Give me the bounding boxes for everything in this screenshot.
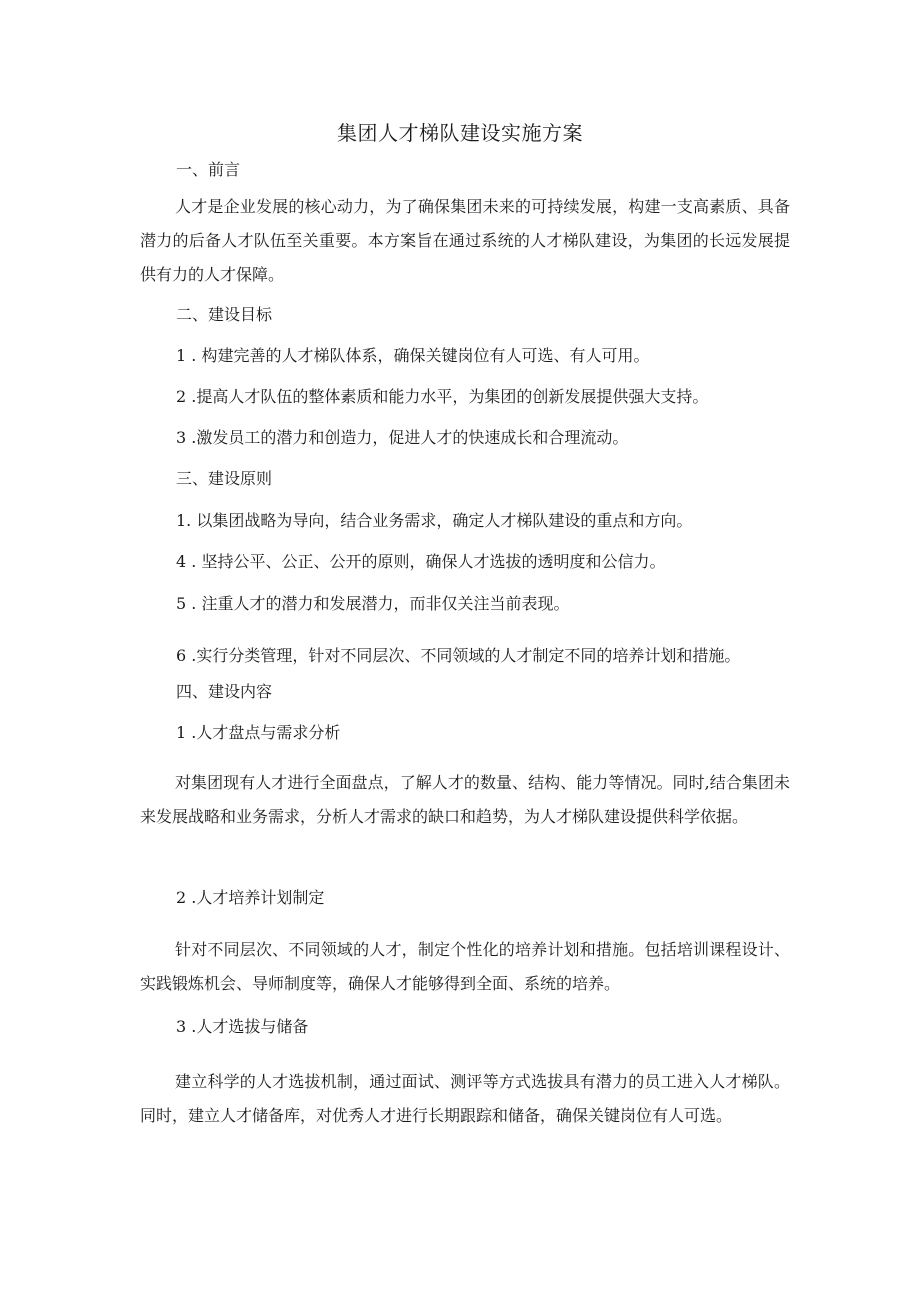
principle-item-5: 5 . 注重人才的潜力和发展潜力，而非仅关注当前表现。: [176, 594, 570, 613]
document-title: 集团人才梯队建设实施方案: [337, 121, 583, 145]
section-heading-preface: 一、前言: [176, 160, 241, 179]
preface-paragraph: 人才是企业发展的核心动力，为了确保集团未来的可持续发展，构建一支高素质、具备潜力的后备人才队伍至关重要。本方案旨在通过系统的人才梯队建设，为集团的长远发展提供有力的人才保障。: [140, 197, 790, 284]
section-heading-content: 四、建设内容: [176, 682, 273, 701]
content-subsection-title-2: 2 .人才培养计划制定: [176, 888, 325, 907]
principle-item-4: 4 . 坚持公平、公正、公开的原则，确保人才选拔的透明度和公信力。: [176, 552, 666, 571]
content-subsection-paragraph-3: 建立科学的人才选拔机制，通过面试、测评等方式选拔具有潜力的员工进入人才梯队。同时，建立人才储备库，对优秀人才进行长期跟踪和储备，确保关键岗位有人可选。: [140, 1072, 790, 1125]
content-subsection-title-3: 3 .人才选拔与储备: [176, 1017, 309, 1036]
goal-item-1: 1 . 构建完善的人才梯队体系，确保关键岗位有人可选、有人可用。: [176, 346, 650, 365]
goal-item-2: 2 .提高人才队伍的整体素质和能力水平，为集团的创新发展提供强大支持。: [176, 387, 709, 406]
principle-item-6: 6 .实行分类管理，针对不同层次、不同领域的人才制定不同的培养计划和措施。: [176, 646, 741, 665]
section-heading-goals: 二、建设目标: [176, 305, 273, 324]
content-subsection-paragraph-1: 对集团现有人才进行全面盘点，了解人才的数量、结构、能力等情况。同时,结合集团未来发展战略和业务需求，分析人才需求的缺口和趋势，为人才梯队建设提供科学依据。: [140, 773, 790, 826]
content-subsection-paragraph-2: 针对不同层次、不同领域的人才，制定个性化的培养计划和措施。包括培训课程设计、实践锻炼机会、导师制度等，确保人才能够得到全面、系统的培养。: [140, 940, 790, 993]
goal-item-3: 3 .激发员工的潜力和创造力，促进人才的快速成长和合理流动。: [176, 428, 629, 447]
content-subsection-title-1: 1 .人才盘点与需求分析: [176, 723, 341, 742]
section-heading-principles: 三、建设原则: [176, 469, 273, 488]
principle-item-1: 1. 以集团战略为导向，结合业务需求，确定人才梯队建设的重点和方向。: [176, 511, 693, 530]
